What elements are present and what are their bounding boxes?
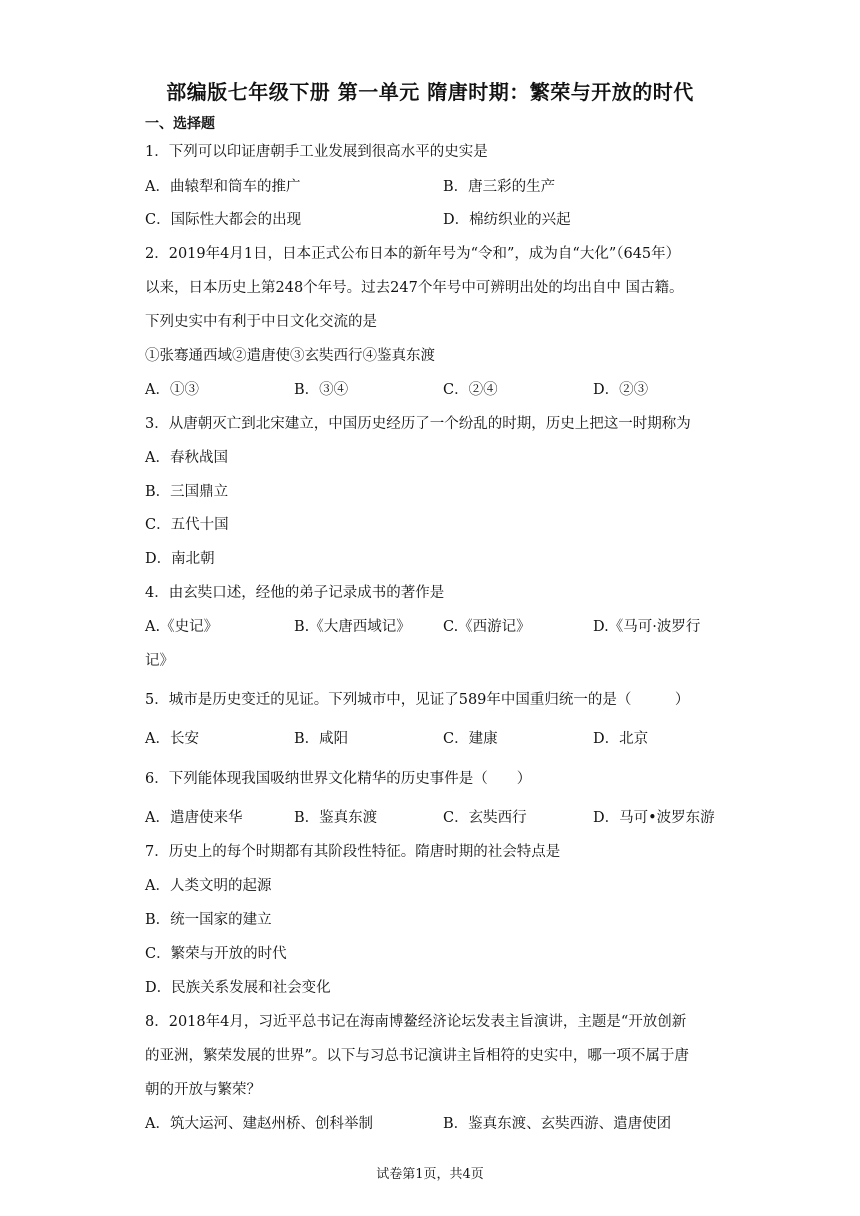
q3-option-c: C．五代十国 [145, 517, 229, 533]
q4-option-c: C.《西游记》 [443, 619, 531, 635]
q1-option-d: D．棉纺织业的兴起 [443, 212, 571, 228]
q6-option-c: C．玄奘西行 [443, 810, 527, 826]
q7-option-a: A．人类文明的起源 [145, 878, 272, 894]
question-3-stem: 3．从唐朝灭亡到北宋建立，中国历史经历了一个纷乱的时期，历史上把这一时期称为 [145, 416, 691, 432]
q1-option-b: B．唐三彩的生产 [443, 179, 556, 195]
q4-option-a: A.《史记》 [145, 619, 219, 635]
q2-option-a: A．①③ [145, 382, 199, 398]
question-2-stem-line-4: ①张骞通西域②遣唐使③玄奘西行④鉴真东渡 [145, 348, 435, 364]
q6-option-a: A．遣唐使来华 [145, 810, 243, 826]
q3-option-b: B．三国鼎立 [145, 484, 229, 500]
q1-option-a: A．曲辕犁和筒车的推广 [145, 179, 301, 195]
question-4-stem: 4．由玄奘口述，经他的弟子记录成书的著作是 [145, 585, 445, 601]
q4-option-d: D.《马可·波罗行 [593, 619, 701, 635]
q8-option-b: B．鉴真东渡、玄奘西游、遣唐使团 [443, 1116, 672, 1132]
q5-option-d: D．北京 [593, 731, 649, 747]
q2-option-b: B．③④ [294, 382, 349, 398]
q2-option-d: D．②③ [593, 382, 649, 398]
q1-option-c: C．国际性大都会的出现 [145, 212, 302, 228]
q6-option-b: B．鉴真东渡 [294, 810, 378, 826]
question-8-stem-line-2: 的亚洲，繁荣发展的世界”。以下与习总书记演讲主旨相符的史实中，哪一项不属于唐 [145, 1048, 689, 1064]
q4-option-b: B.《大唐西域记》 [294, 619, 411, 635]
q7-option-c: C．繁荣与开放的时代 [145, 946, 287, 962]
q7-option-b: B．统一国家的建立 [145, 912, 272, 928]
q6-option-d: D．马可•波罗东游 [593, 810, 715, 826]
q3-option-a: A．春秋战国 [145, 450, 228, 466]
q5-option-c: C．建康 [443, 731, 498, 747]
q8-option-a: A．筑大运河、建赵州桥、创科举制 [145, 1116, 373, 1132]
page-footer: 试卷第1页，共4页 [376, 1167, 484, 1182]
q2-option-c: C．②④ [443, 382, 498, 398]
section-heading: 一、选择题 [145, 116, 215, 132]
question-5-stem: 5．城市是历史变迁的见证。下列城市中，见证了589年中国重归统一的是（ ） [145, 692, 690, 708]
q5-option-b: B．咸阳 [294, 731, 349, 747]
question-1-stem: 1．下列可以印证唐朝手工业发展到很高水平的史实是 [145, 144, 488, 160]
q7-option-d: D．民族关系发展和社会变化 [145, 980, 331, 996]
q5-option-a: A．长安 [145, 731, 199, 747]
document-title: 部编版七年级下册 第一单元 隋唐时期：繁荣与开放的时代 [166, 80, 694, 104]
question-7-stem: 7．历史上的每个时期都有其阶段性特征。隋唐时期的社会特点是 [145, 844, 561, 860]
question-2-stem-line-3: 下列史实中有利于中日文化交流的是 [145, 314, 377, 330]
question-6-stem: 6．下列能体现我国吸纳世界文化精华的历史事件是（ ） [145, 771, 532, 787]
question-2-stem-line-1: 2．2019年4月1日，日本正式公布日本的新年号为“令和”，成为自“大化”（645年） [145, 246, 681, 262]
q4-option-d-continuation: 记》 [145, 653, 174, 669]
q3-option-d: D．南北朝 [145, 551, 215, 567]
question-8-stem-line-3: 朝的开放与繁荣？ [145, 1082, 261, 1098]
question-8-stem-line-1: 8．2018年4月，习近平总书记在海南博鳌经济论坛发表主旨演讲，主题是“开放创新 [145, 1014, 687, 1030]
question-2-stem-line-2: 以来，日本历史上第248个年号。过去247个年号中可辨明出处的均出自中 国古籍。 [145, 280, 684, 296]
